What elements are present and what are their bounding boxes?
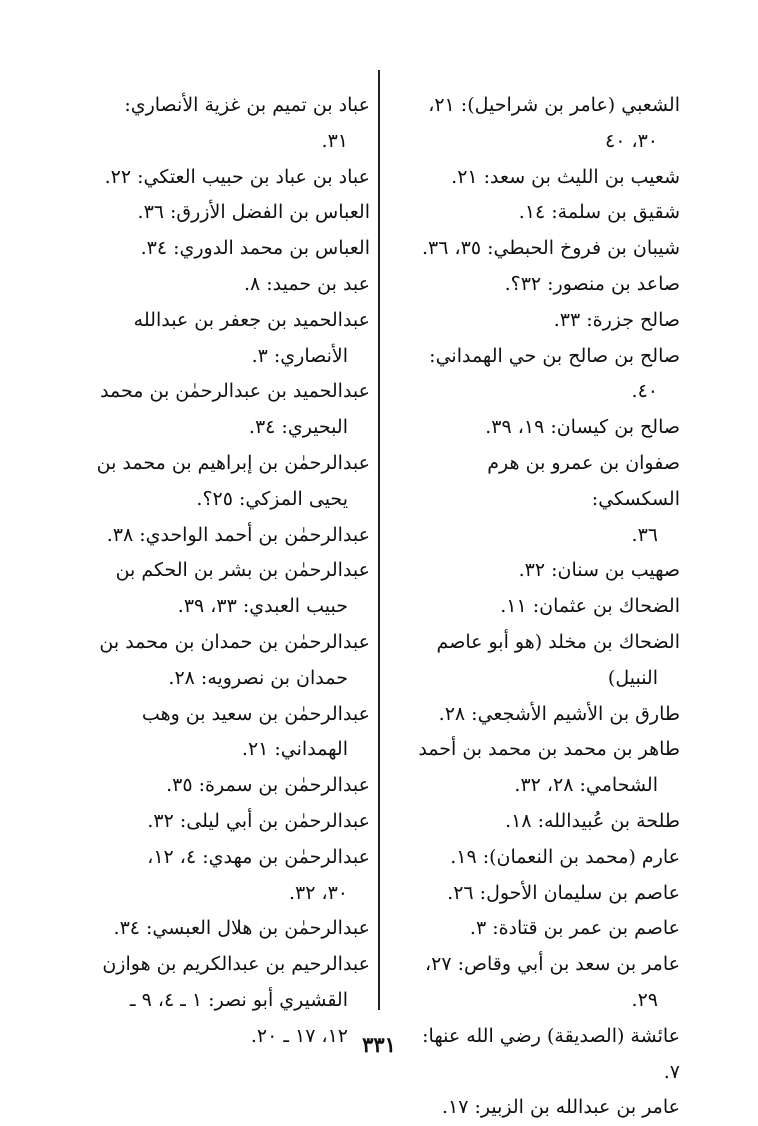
right-column <box>400 88 680 1126</box>
index-entry: عباد بن تميم بن غزية الأنصاري: ٣١. <box>124 94 370 152</box>
index-entry: عبدالرحيم بن عبدالكريم بن هوازن القشيري أبو نصر: ١ ـ ٤، ٩ ـ ١٢، ١٧ ـ ٢٠. <box>102 953 370 1047</box>
index-entry: صالح بن صالح بن حي الهمداني: ٤٠. <box>429 344 680 403</box>
index-entry: طاهر بن محمد بن محمد بن أحمد الشحامي: ٢٨، ٣٢. <box>418 738 680 797</box>
index-entry: عباد بن عباد بن حبيب العتكي: ٢٢. <box>104 165 370 188</box>
index-entry: الضحاك بن مخلد (هو أبو عاصم النبيل) <box>436 630 680 689</box>
index-entry: طلحة بن عُبيدالله: ١٨. <box>505 809 680 832</box>
index-entry: شيبان بن فروخ الحبطي: ٣٥، ٣٦. <box>422 237 680 260</box>
index-entry: الضحاك بن عثمان: ١١. <box>500 595 680 618</box>
index-entry: عبدالرحمٰن بن هلال العبسي: ٣٤. <box>113 917 370 940</box>
index-entry: عارم (محمد بن النعمان): ١٩. <box>450 845 680 868</box>
index-entry: صفوان بن عمرو بن هرم السكسكي: ٣٦. <box>487 451 680 546</box>
index-entry: عبدالرحمٰن بن أبي ليلى: ٣٢. <box>147 809 370 832</box>
index-entry: شعيب بن الليث بن سعد: ٢١. <box>451 165 680 188</box>
index-entry: عاصم بن سليمان الأحول: ٢٦. <box>447 881 680 904</box>
index-entry: صالح بن كيسان: ١٩، ٣٩. <box>485 416 680 439</box>
index-entry: صاعد بن منصور: ٣٢؟. <box>504 272 680 295</box>
index-entry: عامر بن عبدالله بن الزبير: ١٧. <box>441 1096 680 1119</box>
index-entry: عبدالرحمٰن بن أحمد الواحدي: ٣٨. <box>106 523 370 546</box>
index-entry: عبدالرحمٰن بن سمرة: ٣٥. <box>166 774 370 797</box>
page-number: ٣٣١ <box>362 1032 396 1057</box>
index-entry: عبدالرحمٰن بن بشر بن الحكم بن حبيب العبدي: ٣٣، ٣٩. <box>115 559 370 618</box>
index-entry: عبدالحميد بن عبدالرحمٰن بن محمد البحيري: ٣٤. <box>100 380 370 439</box>
index-entry: عبدالرحمٰن بن حمدان بن محمد بن حمدان بن نصرويه: ٢٨. <box>99 630 370 689</box>
index-entry: عاصم بن عمر بن قتادة: ٣. <box>469 917 680 940</box>
left-column <box>92 88 370 1055</box>
index-entry: شقيق بن سلمة: ١٤. <box>518 201 680 224</box>
index-entry: العباس بن الفضل الأزرق: ٣٦. <box>137 201 370 224</box>
index-entry: الشعبي (عامر بن شراحيل): ٢١، ٣٠، ٤٠ <box>428 94 680 152</box>
index-entry: صهيب بن سنان: ٣٢. <box>518 559 680 582</box>
index-entry: عامر بن سعد بن أبي وقاص: ٢٧، ٢٩. <box>425 953 680 1011</box>
index-entry: عبدالرحمٰن بن سعيد بن وهب الهمداني: ٢١. <box>141 702 370 761</box>
index-entry: العباس بن محمد الدوري: ٣٤. <box>140 237 370 260</box>
column-divider <box>378 70 380 1010</box>
index-entry: عبدالرحمٰن بن إبراهيم بن محمد بن يحيى المزكي: ٢٥؟. <box>96 451 370 510</box>
index-entry: صالح جزرة: ٣٣. <box>553 308 680 331</box>
index-entry: عائشة (الصديقة) رضي الله عنها: ٧. <box>422 1024 680 1083</box>
index-entry: طارق بن الأشيم الأشجعي: ٢٨. <box>438 702 680 725</box>
index-entry: عبد بن حميد: ٨. <box>243 272 370 295</box>
index-entry: عبدالرحمٰن بن مهدي: ٤، ١٢، ٣٠، ٣٢. <box>147 845 370 904</box>
index-entry: عبدالحميد بن جعفر بن عبدالله الأنصاري: ٣. <box>133 308 370 367</box>
